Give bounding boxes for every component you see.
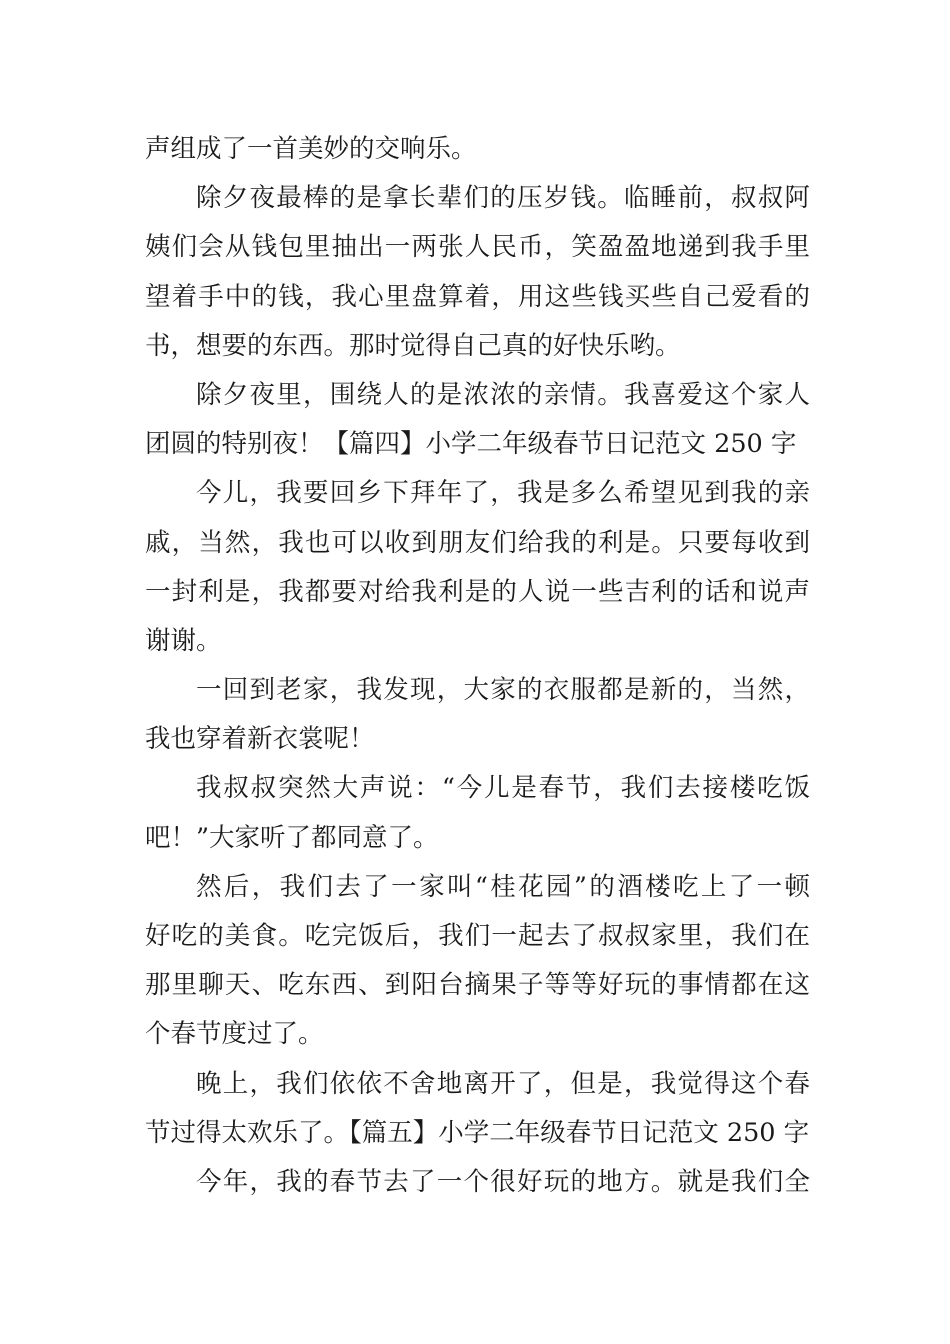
text-line: 一回到老家，我发现，大家的衣服都是新的，当然， (196, 675, 810, 706)
text-line: 吧！”大家听了都同意了。 (145, 822, 439, 853)
text-line: 声组成了一首美妙的交响乐。 (145, 134, 477, 164)
text-line: 除夕夜里，围绕人的是浓浓的亲情。我喜爱这个家人 (196, 379, 810, 410)
text-line: 除夕夜最棒的是拿长辈们的压岁钱。临睡前，叔叔阿 (196, 183, 810, 214)
document-body (145, 125, 810, 1207)
text-line: 我叔叔突然大声说：“今儿是春节，我们去接楼吃饭 (196, 773, 810, 804)
text-line: 好吃的美食。吃完饭后，我们一起去了叔叔家里，我们在 (145, 921, 810, 951)
text-line: 谢谢。 (145, 625, 222, 656)
text-line: 个春节度过了。 (145, 1019, 324, 1050)
text-line: 一封利是，我都要对给我利是的人说一些吉利的话和说声 (145, 576, 810, 607)
text-line: 书，想要的东西。那时觉得自己真的好快乐哟。 (145, 330, 681, 361)
text-line: 望着手中的钱，我心里盘算着，用这些钱买些自己爱看的 (145, 281, 810, 312)
text-line: 晚上，我们依依不舍地离开了，但是，我觉得这个春 (196, 1068, 810, 1099)
text-line: 团圆的特别夜！【篇四】小学二年级春节日记范文 250 字 (145, 429, 797, 460)
text-line: 节过得太欢乐了。【篇五】小学二年级春节日记范文 250 字 (145, 1117, 810, 1148)
text-line: 然后，我们去了一家叫“桂花园”的酒楼吃上了一顿 (196, 871, 810, 902)
text-line: 那里聊天、吃东西、到阳台摘果子等等好玩的事情都在这 (145, 970, 810, 1001)
text-line: 姨们会从钱包里抽出一两张人民币，笑盈盈地递到我手里 (145, 232, 810, 263)
text-line: 我也穿着新衣裳呢！ (145, 724, 375, 755)
text-line: 今年，我的春节去了一个很好玩的地方。就是我们全 (196, 1166, 810, 1197)
text-line: 今儿，我要回乡下拜年了，我是多么希望见到我的亲 (196, 478, 810, 509)
text-line: 戚，当然，我也可以收到朋友们给我的利是。只要每收到 (145, 527, 810, 558)
